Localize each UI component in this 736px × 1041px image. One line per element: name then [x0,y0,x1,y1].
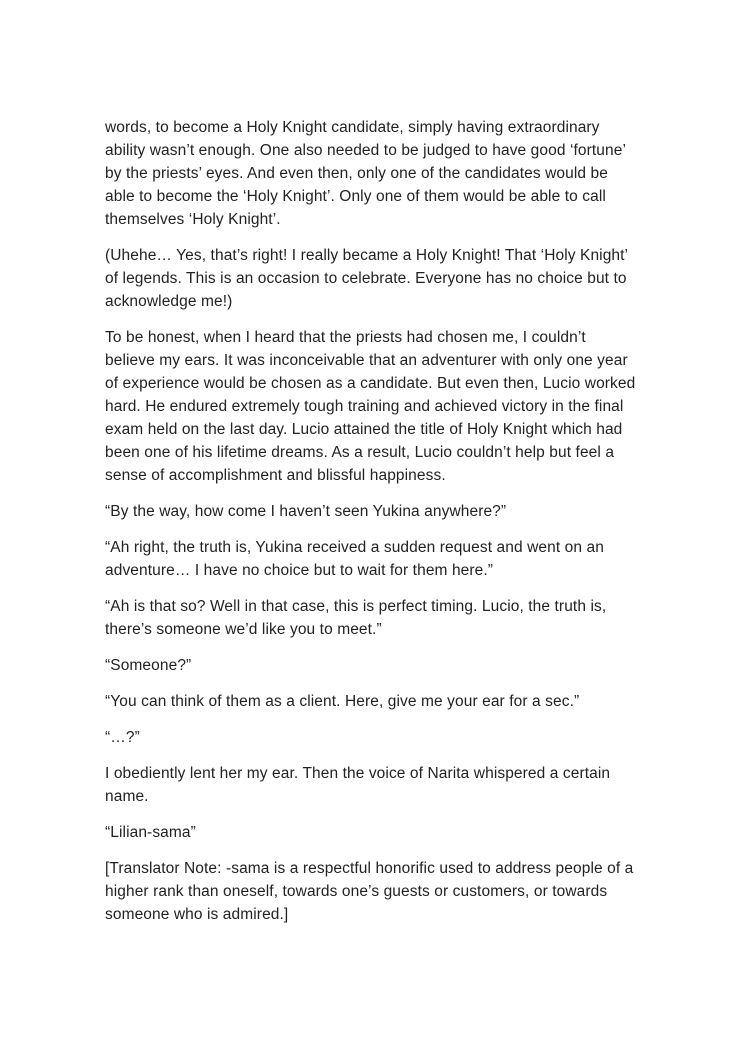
paragraph: “By the way, how come I haven’t seen Yukina anywhere?” [105,503,507,520]
paragraph: “Lilian-sama” [105,824,196,841]
paragraph: I obediently lent her my ear. Then the voice of Narita whispered a certain name. [105,765,611,805]
paragraph: (Uhehe… Yes, that’s right! I really became a Holy Knight! That ‘Holy Knight’ of legends. This is an occasion to celebrate. Everyone has no choice but to acknowledge me!) [105,247,628,310]
page-text-block [105,116,637,939]
paragraph: [Translator Note: -sama is a respectful honorific used to address people of a higher rank than oneself, towards one’s guests or customers, or towards someone who is admired.] [105,860,634,923]
paragraph: words, to become a Holy Knight candidate, simply having extraordinary ability wasn’t enough. One also needed to be judged to have good ‘fortune’ by the priests’ eyes. And even then, only one of the candidates would be able to become the ‘Holy Knight’. Only one of them would be able to call themselves ‘Holy Knight’. [105,119,626,228]
paragraph: “You can think of them as a client. Here, give me your ear for a sec.” [105,693,580,710]
paragraph: “Someone?” [105,657,192,674]
paragraph: “Ah is that so? Well in that case, this is perfect timing. Lucio, the truth is, there’s someone we’d like you to meet.” [105,598,607,638]
paragraph: “…?” [105,729,140,746]
paragraph: “Ah right, the truth is, Yukina received a sudden request and went on an adventure… I have no choice but to wait for them here.” [105,539,604,579]
paragraph: To be honest, when I heard that the priests had chosen me, I couldn’t believe my ears. It was inconceivable that an adventurer with only one year of experience would be chosen as a candidate. But even then, Lucio worked hard. He endured extremely tough training and achieved victory in the final exam held on the last day. Lucio attained the title of Holy Knight which had been one of his lifetime dreams. As a result, Lucio couldn’t help but feel a sense of accomplishment and blissful happiness. [105,329,636,484]
